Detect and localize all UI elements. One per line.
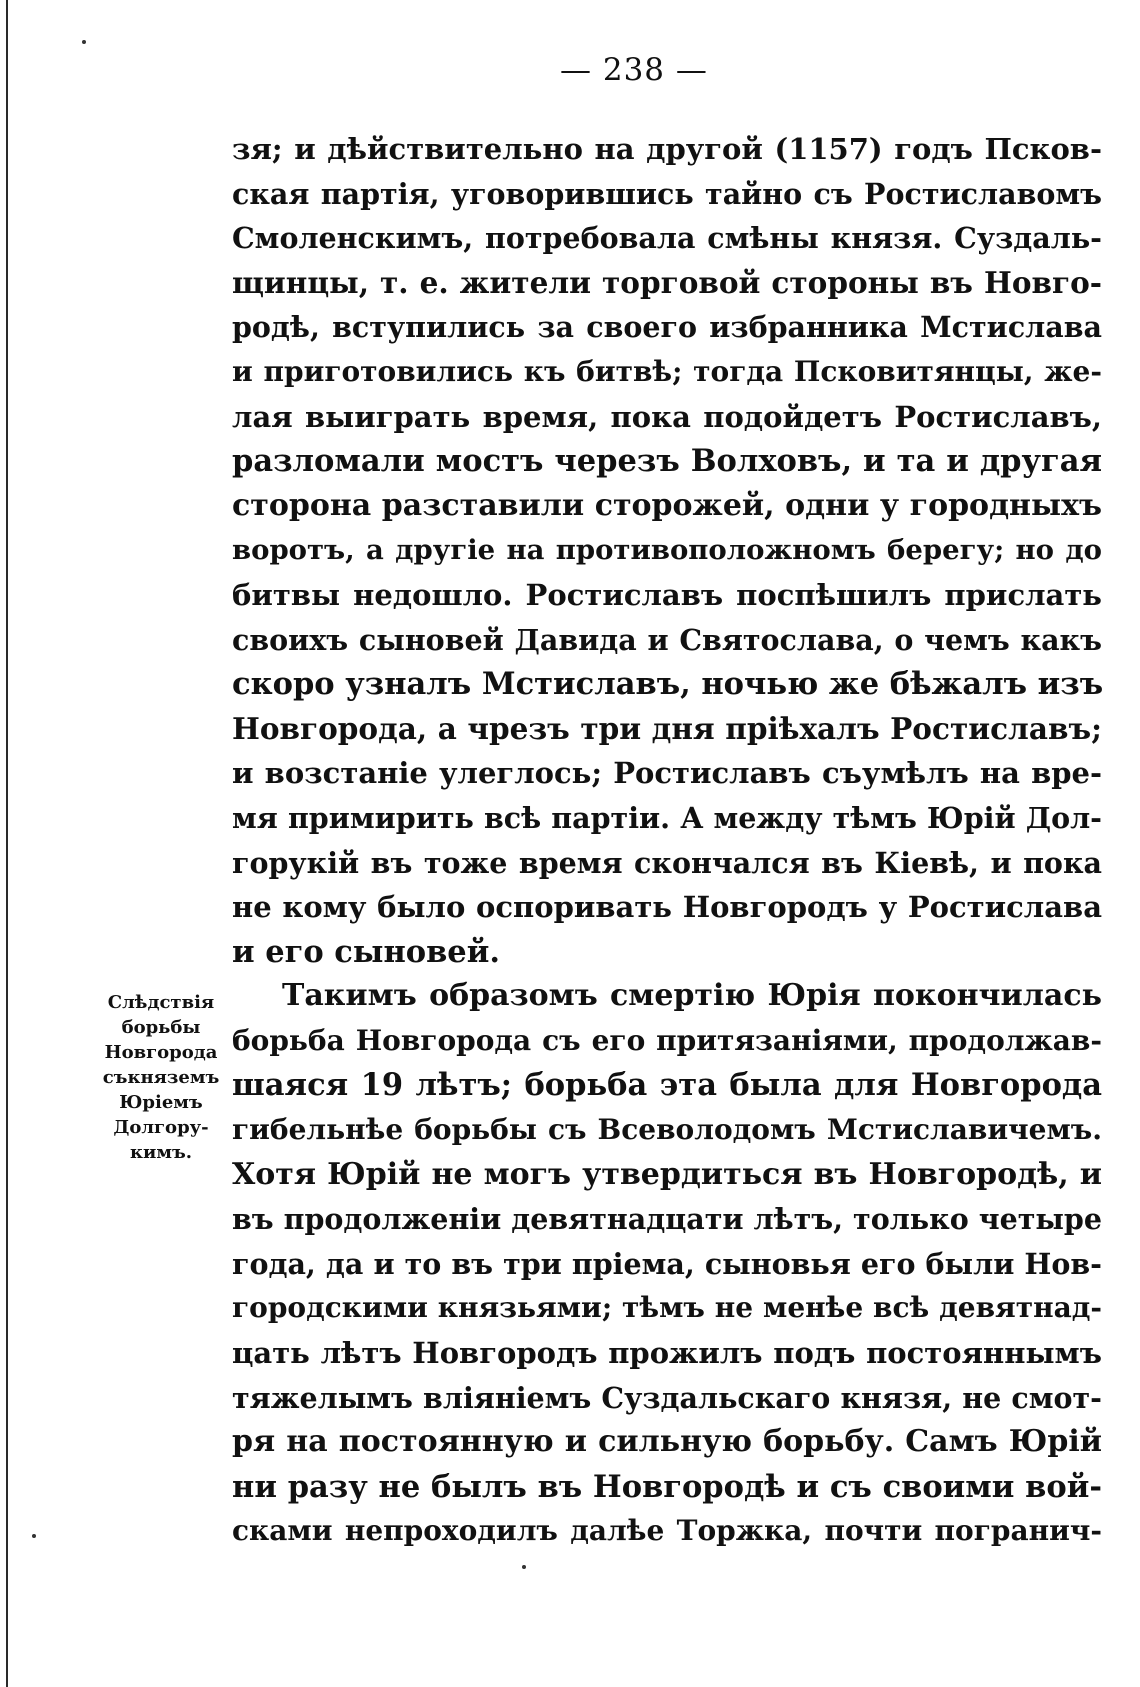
text-line: и его сыновей. bbox=[232, 933, 500, 970]
text-line: Хотя Юрій не могъ утвердиться въ Новгородѣ, и bbox=[232, 1156, 1102, 1192]
scan-speck bbox=[82, 40, 86, 44]
scan-speck bbox=[522, 1565, 526, 1569]
text-line: цать лѣтъ Новгородъ прожилъ подъ постояннымъ bbox=[232, 1336, 1102, 1371]
text-line: мя примирить всѣ партіи. А между тѣмъ Юрій Дол- bbox=[232, 800, 1102, 835]
text-line: разломали мостъ черезъ Волховъ, и та и другая bbox=[232, 443, 1102, 480]
scan-edge-rule bbox=[6, 0, 8, 1687]
text-line: шаяся 19 лѣтъ; борьба эта была для Новгорода bbox=[232, 1067, 1102, 1104]
margin-note-line: борьбы bbox=[121, 1017, 201, 1038]
text-line: битвы недошло. Ростиславъ поспѣшилъ прислать bbox=[232, 577, 1102, 612]
text-line: года, да и то въ три пріема, сыновья его были Нов- bbox=[232, 1246, 1102, 1281]
text-line: не кому было оспоривать Новгородъ у Ростислава bbox=[232, 890, 1102, 925]
text-line: ская партія, уговорившись тайно съ Ростиславомъ bbox=[232, 176, 1102, 211]
text-line: Смоленскимъ, потребовала смѣны князя. Суздаль- bbox=[232, 221, 1102, 256]
margin-note-line: Юріемъ bbox=[119, 1092, 203, 1113]
text-line: своихъ сыновей Давида и Святослава, о чемъ какъ bbox=[232, 622, 1102, 657]
text-line: тяжелымъ вліяніемъ Суздальскаго князя, не смот- bbox=[232, 1380, 1102, 1415]
text-line: и возстаніе улеглось; Ростиславъ съумѣлъ на вре- bbox=[232, 756, 1102, 791]
text-line: Новгорода, а чрезъ три дня пріѣхалъ Ростиславъ; bbox=[232, 710, 1102, 746]
text-line: борьба Новгорода съ его притязаніями, продолжав- bbox=[232, 1023, 1102, 1057]
margin-note-line: съкняземъ bbox=[102, 1067, 220, 1088]
text-line: лая выиграть время, пока подойдетъ Ростиславъ, bbox=[232, 399, 1102, 434]
paragraph-1 bbox=[232, 127, 1102, 974]
text-line: щинцы, т. е. жители торговой стороны въ Новго- bbox=[232, 264, 1102, 300]
body-text bbox=[232, 127, 1102, 1554]
text-line: скоро узналъ Мстиславъ, ночью же бѣжалъ изъ bbox=[232, 666, 1104, 703]
margin-note bbox=[96, 990, 226, 1165]
text-line: сками непроходилъ далѣе Торжка, почти погранич- bbox=[232, 1514, 1102, 1548]
text-line: и приготовились къ битвѣ; тогда Псковитянцы, же- bbox=[232, 354, 1102, 388]
margin-note-line: кимъ. bbox=[129, 1142, 193, 1163]
text-line: въ продолженіи девятнадцати лѣтъ, только четыре bbox=[232, 1202, 1102, 1237]
text-line: Такимъ образомъ смертію Юрія покончилась bbox=[282, 978, 1102, 1014]
text-line: горукій въ тоже время скончался въ Кіевѣ, и пока bbox=[232, 845, 1102, 880]
scan-speck bbox=[32, 1534, 36, 1538]
text-line: ря на постоянную и сильную борьбу. Самъ Юрій bbox=[232, 1424, 1102, 1460]
text-line: родѣ, вступились за своего избранника Мстислава bbox=[232, 310, 1102, 345]
text-line: ни разу не былъ въ Новгородѣ и съ своими вой- bbox=[232, 1468, 1102, 1505]
paragraph-2 bbox=[232, 974, 1102, 1554]
text-line: воротъ, а другіе на противоположномъ берегу; но до bbox=[232, 534, 1102, 567]
text-line: гибельнѣе борьбы съ Всеволодомъ Мстиславичемъ. bbox=[232, 1113, 1102, 1147]
margin-note-line: Слѣдствія bbox=[107, 992, 215, 1013]
margin-note-line: Новгорода bbox=[104, 1042, 218, 1063]
text-line: городскими князьями; тѣмъ не менѣе всѣ девятнад- bbox=[232, 1291, 1102, 1325]
margin-note-line: Долгору- bbox=[113, 1117, 209, 1138]
text-line: сторона разставили сторожей, одни у городныхъ bbox=[232, 487, 1102, 523]
page-number: — 238 — bbox=[560, 52, 708, 88]
text-line: зя; и дѣйствительно на другой (1157) годъ Псков- bbox=[232, 132, 1102, 166]
